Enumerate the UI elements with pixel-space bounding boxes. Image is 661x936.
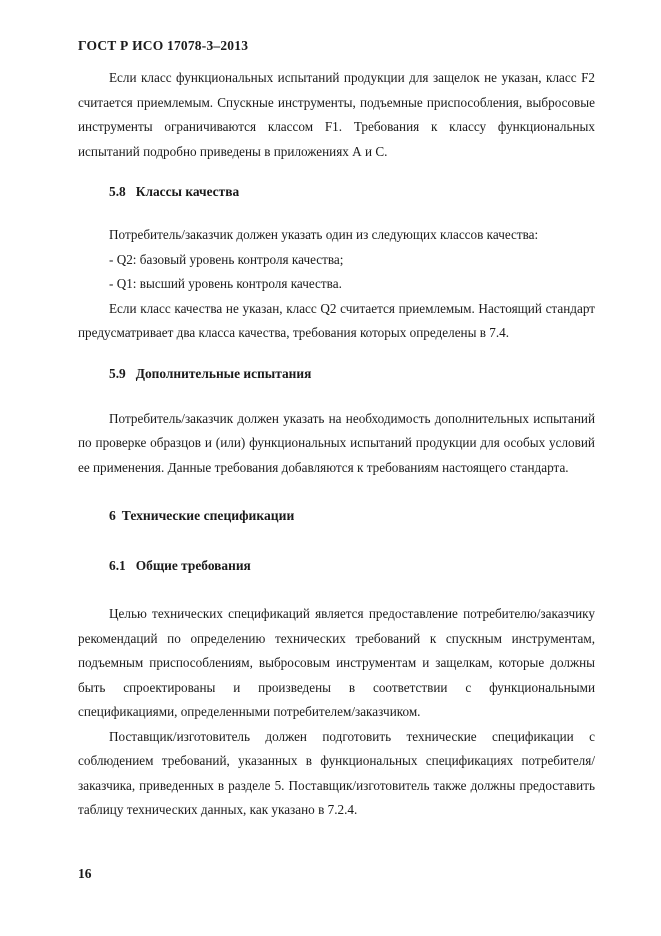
- quality-classes-intro: Потребитель/заказчик должен указать один из следующих классов качества:: [109, 227, 539, 242]
- running-header: ГОСТ Р ИСО 17078-3–2013: [78, 38, 249, 53]
- heading-6-number: 6: [109, 508, 116, 523]
- general-requirements-paragraph-2: Поставщик/изготовитель должен подготовить технические спецификации с соблюдением требований, указанных в функциональных спецификациях потребителя/заказчика, приведенных в разделе 5. Поставщик/изготовитель также должны предоставить таблицу технических данных, как указано в 7.2.4.: [78, 728, 595, 817]
- page-number: 16: [78, 866, 92, 881]
- heading-6-1-number: 6.1: [109, 558, 126, 573]
- intro-paragraph: Если класс функциональных испытаний продукции для защелок не указан, класс F2 считается приемлемым. Спускные инструменты, подъемные приспособления, выбросовые инструменты ограничиваются классом F1. Требования к классу функциональных испытаний подробно приведены в приложениях А и С.: [78, 70, 595, 159]
- heading-5-8-number: 5.8: [109, 184, 126, 199]
- heading-5-9: [78, 364, 595, 384]
- quality-classes-closing: Если класс качества не указан, класс Q2 считается приемлемым. Настоящий стандарт предусматривает два класса качества, требования которых определены в 7.4.: [78, 300, 595, 340]
- heading-6-title: Технические спецификации: [121, 508, 295, 523]
- heading-section-6: [78, 506, 595, 526]
- heading-6-1-title: Общие требования: [135, 558, 251, 573]
- list-item-q1: - Q1: высший уровень контроля качества.: [109, 276, 342, 291]
- additional-tests-paragraph: Потребитель/заказчик должен указать на необходимость дополнительных испытаний по проверке образцов и (или) функциональных испытаний продукции для особых условий ее применения. Данные требования добавляются к требованиям настоящего стандарта.: [78, 410, 595, 475]
- list-item-q2: - Q2: базовый уровень контроля качества;: [109, 251, 344, 267]
- page-content: [78, 66, 595, 823]
- heading-6-1: [78, 556, 595, 576]
- heading-5-8-title: Классы качества: [135, 184, 240, 199]
- heading-5-8: [78, 182, 595, 202]
- general-requirements-paragraph-1: Целью технических спецификаций является предоставление потребителю/заказчику рекомендаций по определению технических требований к спускным инструментам, подъемным приспособлениям, выбросовым инструментам и защелкам, которые должны быть спроектированы и произведены в соответствии с функциональными спецификациями, определенными потребителем/заказчиком.: [78, 606, 595, 719]
- heading-5-9-title: Дополнительные испытания: [135, 365, 312, 381]
- heading-5-9-number: 5.9: [109, 365, 126, 381]
